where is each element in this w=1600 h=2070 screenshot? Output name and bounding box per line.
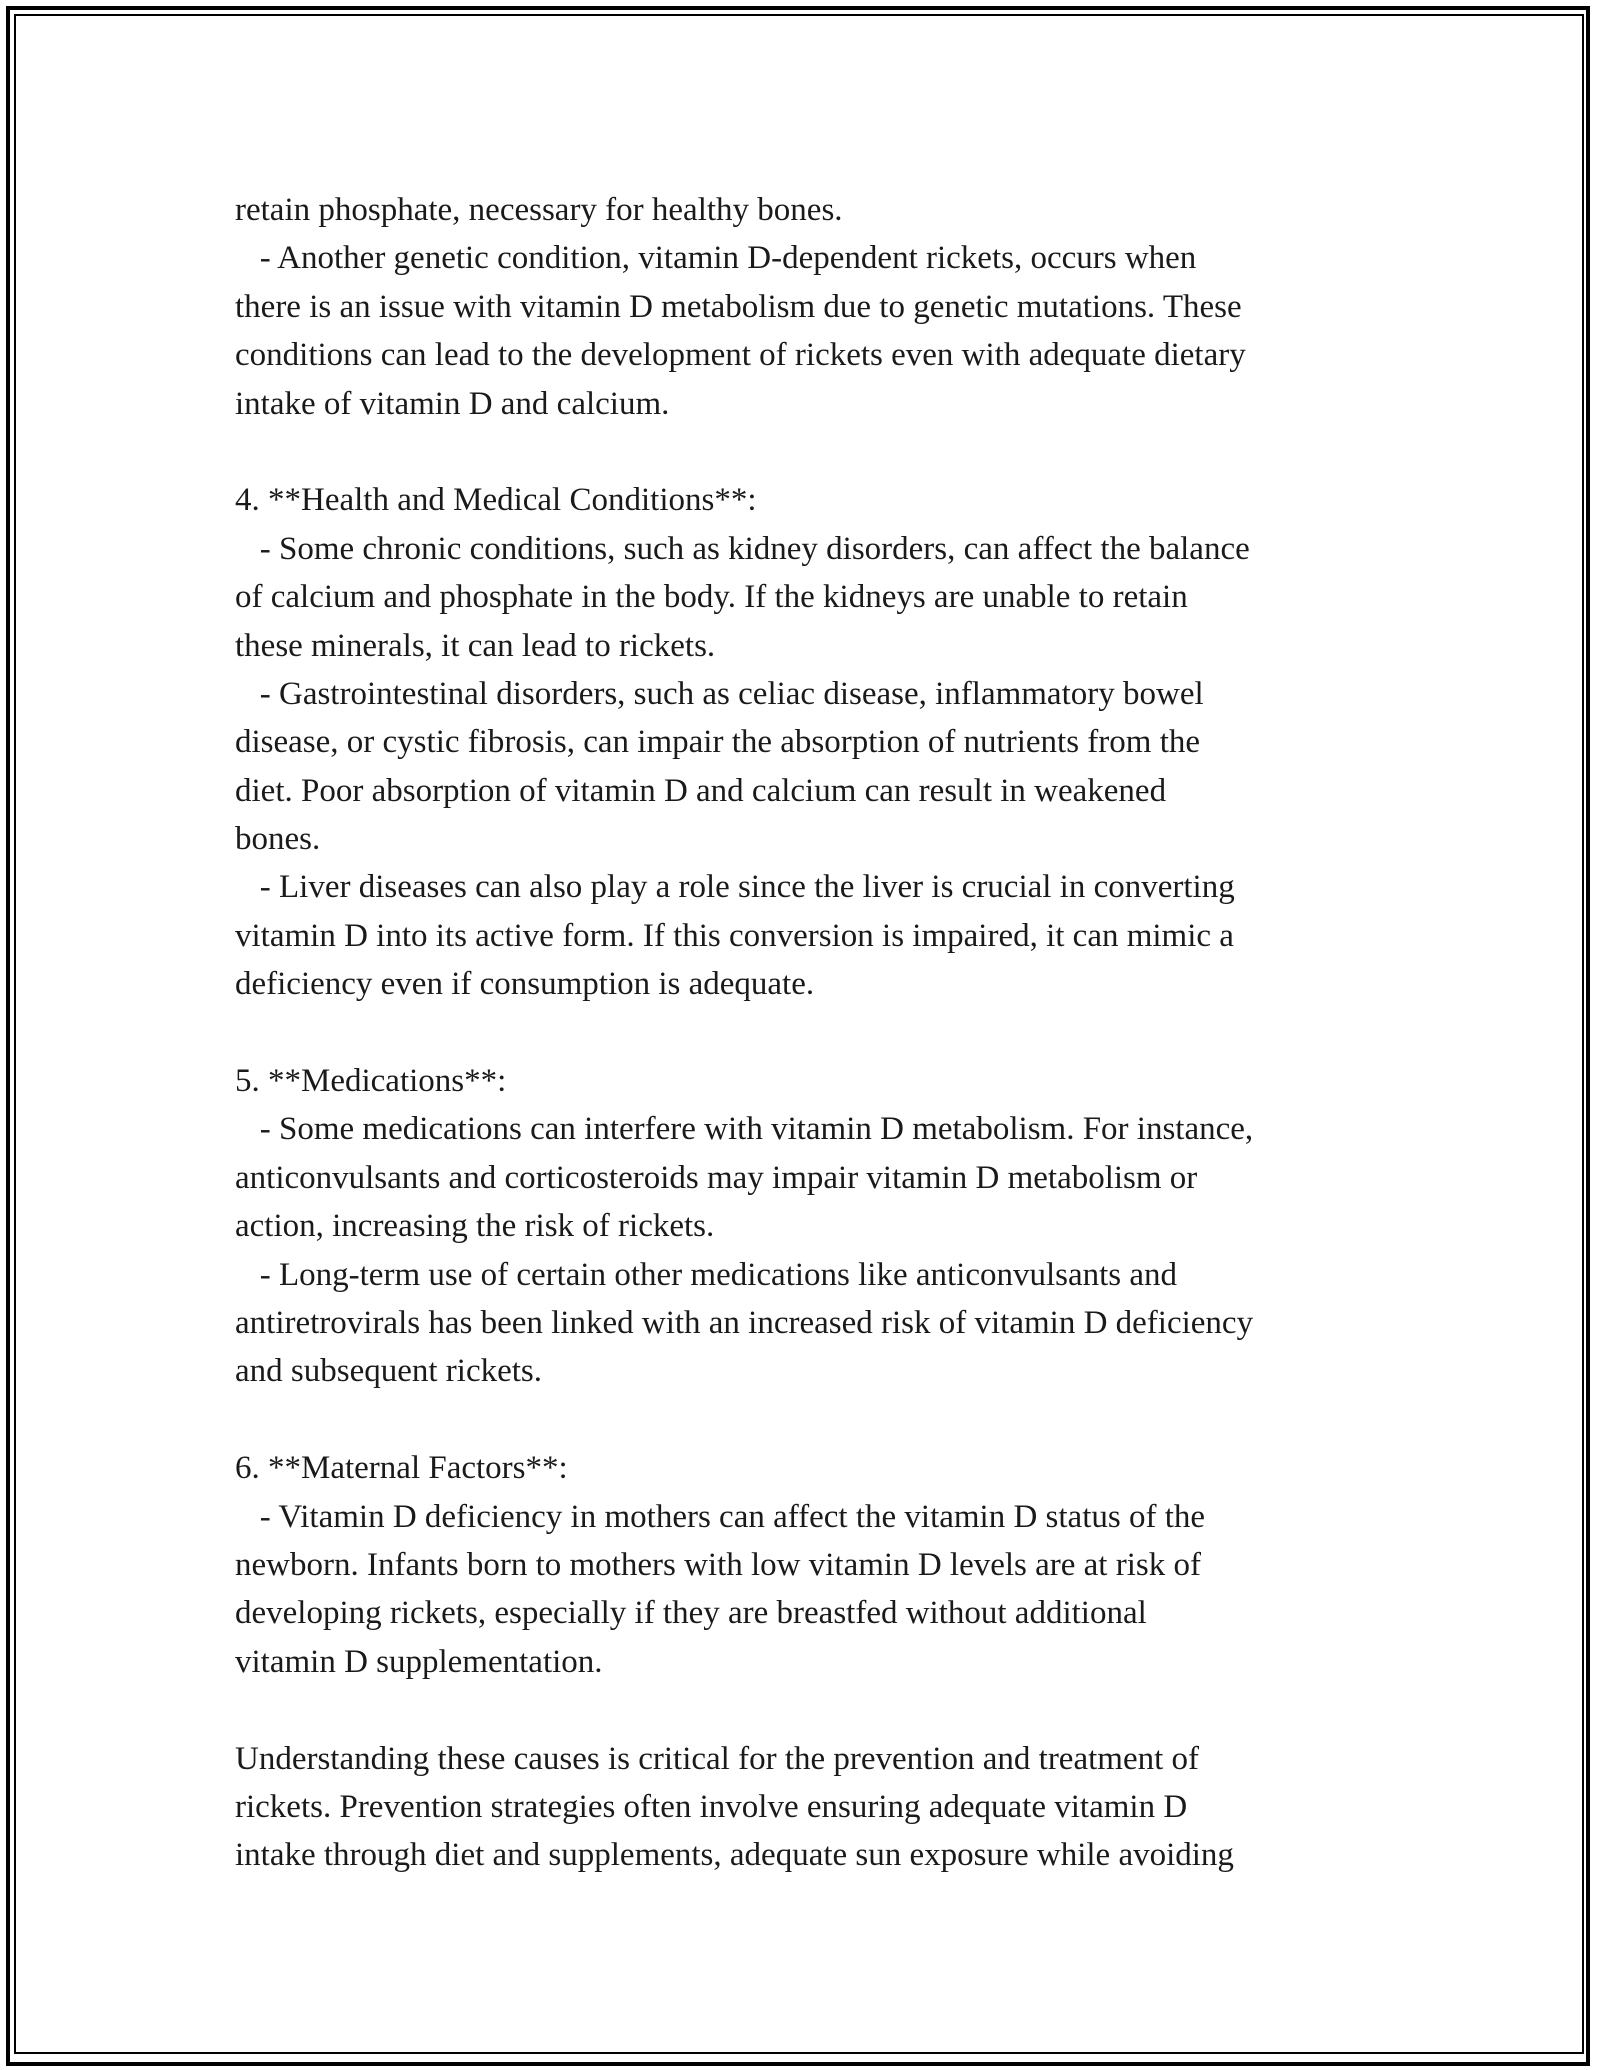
text-line: Understanding these causes is critical for the prevention and treatment of (235, 1740, 1199, 1777)
text-line: there is an issue with vitamin D metabolism due to genetic mutations. These (235, 288, 1242, 325)
text-line: vitamin D into its active form. If this conversion is impaired, it can mimic a (235, 917, 1234, 954)
bullet-line: - Some chronic conditions, such as kidney disorders, can affect the balance (235, 530, 1250, 567)
bullet-line: - Another genetic condition, vitamin D-dependent rickets, occurs when (235, 240, 1197, 277)
text-line: and subsequent rickets. (235, 1353, 543, 1390)
paragraph-gap (235, 1009, 1395, 1057)
text-line: intake through diet and supplements, adequate sun exposure while avoiding (235, 1837, 1234, 1874)
paragraph-gap (235, 1686, 1395, 1734)
text-line: newborn. Infants born to mothers with low vitamin D levels are at risk of (235, 1546, 1201, 1583)
text-line: diet. Poor absorption of vitamin D and calcium can result in weakened (235, 772, 1167, 809)
text-line: anticonvulsants and corticosteroids may impair vitamin D metabolism or (235, 1159, 1198, 1196)
bullet-line: - Vitamin D deficiency in mothers can affect the vitamin D status of the (235, 1498, 1206, 1535)
text-line: of calcium and phosphate in the body. If the kidneys are unable to retain (235, 579, 1188, 616)
document-body (235, 186, 1395, 1880)
text-line: action, increasing the risk of rickets. (235, 1208, 715, 1245)
section-heading: 6. **Maternal Factors**: (235, 1450, 568, 1487)
text-line: deficiency even if consumption is adequate. (235, 966, 815, 1003)
bullet-line: - Some medications can interfere with vitamin D metabolism. For instance, (235, 1111, 1254, 1148)
text-line: bones. (235, 821, 321, 858)
text-line: developing rickets, especially if they are breastfed without additional (235, 1595, 1147, 1632)
section-heading: 5. **Medications**: (235, 1063, 507, 1100)
text-line: intake of vitamin D and calcium. (235, 385, 670, 422)
text-line: disease, or cystic fibrosis, can impair the absorption of nutrients from the (235, 724, 1201, 761)
paragraph-gap (235, 1396, 1395, 1444)
text-line: retain phosphate, necessary for healthy bones. (235, 192, 843, 228)
bullet-line: - Long-term use of certain other medications like anticonvulsants and (235, 1256, 1178, 1293)
text-line: conditions can lead to the development of rickets even with adequate dietary (235, 337, 1246, 374)
bullet-line: - Gastrointestinal disorders, such as celiac disease, inflammatory bowel (235, 675, 1204, 712)
text-line: these minerals, it can lead to rickets. (235, 627, 716, 664)
bullet-line: - Liver diseases can also play a role since the liver is crucial in converting (235, 869, 1235, 906)
text-line: antiretrovirals has been linked with an increased risk of vitamin D deficiency (235, 1304, 1254, 1341)
paragraph-gap (235, 428, 1395, 476)
section-heading: 4. **Health and Medical Conditions**: (235, 482, 757, 519)
text-line: rickets. Prevention strategies often involve ensuring adequate vitamin D (235, 1788, 1188, 1825)
text-line: vitamin D supplementation. (235, 1643, 603, 1680)
